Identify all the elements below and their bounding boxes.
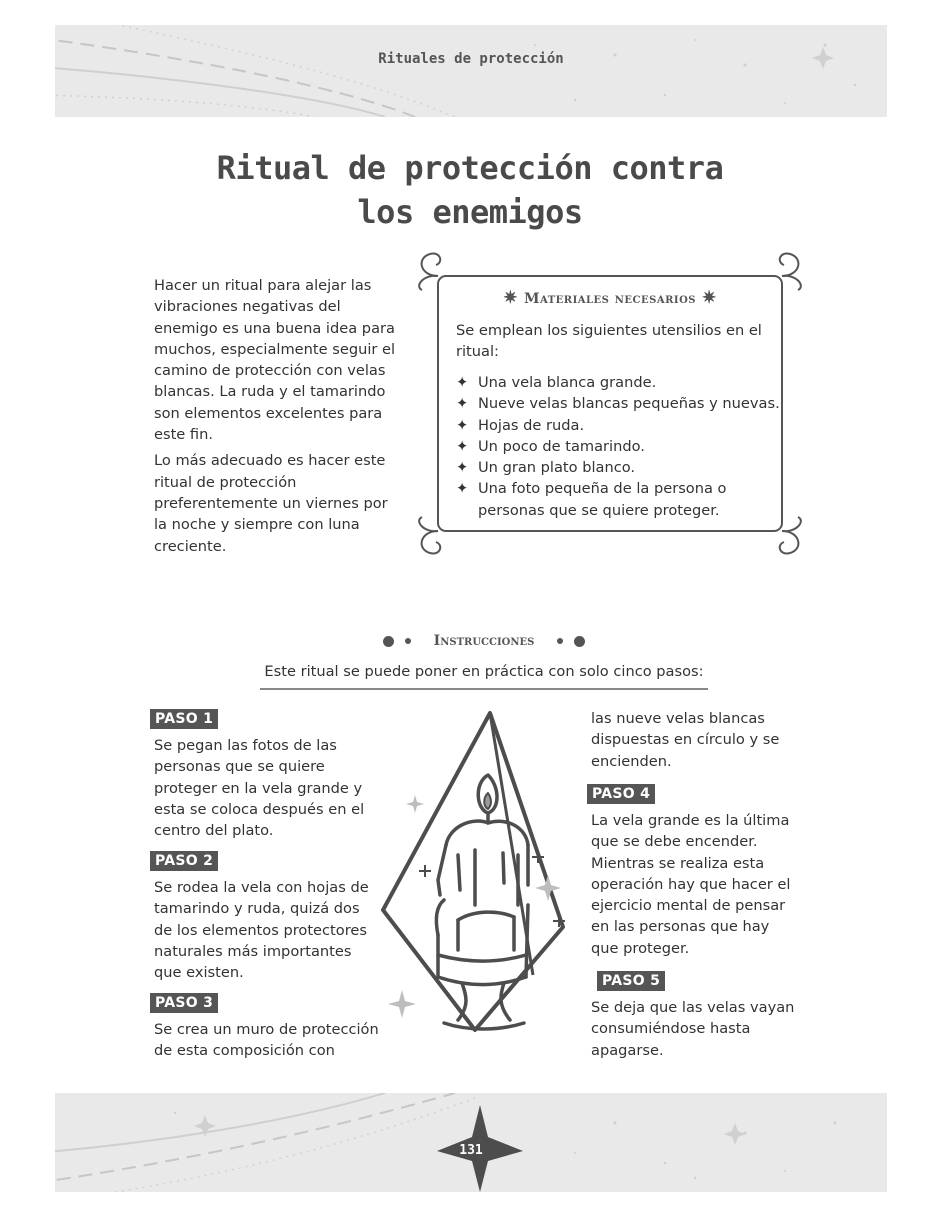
page-header — [55, 25, 887, 117]
step-4-text: La vela grande es la última que se debe encender. Mientras se realiza esta operación hay que hacer el ejercicio mental de pensar en las personas que hay que proteger. — [591, 812, 791, 957]
asterisk-star-icon: ✷ — [702, 288, 717, 308]
step-3-continuation-text: las nueve velas blancas dispuestas en círculo y se encienden. — [591, 710, 780, 770]
dot-ornament-icon — [405, 638, 411, 644]
intro-paragraph-2: Lo más adecuado es hacer este ritual de protección preferentemente un viernes por la noche y siempre con luna creciente. — [154, 452, 388, 555]
step-5-text: Se deja que las velas vayan consumiéndose hasta apagarse. — [591, 999, 795, 1059]
step-2-text: Se rodea la vela con hojas de tamarindo y ruda, quizá dos de los elementos protectores naturales más importantes que existen. — [154, 879, 369, 982]
dot-ornament-icon — [383, 636, 394, 647]
title-line-2: los enemigos — [357, 193, 583, 231]
instructions-intro: Este ritual se puede poner en práctica con solo cinco pasos: — [260, 661, 708, 690]
header-swirl-decoration — [55, 25, 887, 117]
step-1-badge: PASO 1 — [150, 709, 218, 729]
four-point-star-icon: ✦ — [456, 374, 469, 391]
list-item: ✦ Una vela blanca grande. — [456, 372, 786, 393]
step-4-badge: PASO 4 — [587, 784, 655, 804]
four-point-star-icon: ✦ — [456, 437, 469, 455]
step-5-badge: PASO 5 — [597, 971, 665, 991]
four-point-star-icon: ✦ — [456, 416, 469, 434]
list-item: ✦ Un poco de tamarindo. — [456, 436, 786, 457]
dot-ornament-icon — [574, 636, 585, 647]
materials-list — [456, 372, 786, 521]
four-point-star-icon: ✦ — [456, 395, 469, 413]
candle-crystal-illustration — [378, 705, 573, 1040]
instructions-heading — [260, 633, 708, 649]
step-3-text: Se crea un muro de protección de esta composición con — [154, 1021, 379, 1060]
title-line-1: Ritual de protección contra — [216, 149, 724, 187]
running-head: Rituales de protección — [378, 51, 564, 67]
instructions-heading-text: Instrucciones — [433, 633, 535, 649]
asterisk-star-icon: ✷ — [503, 288, 518, 308]
four-point-star-icon: ✦ — [456, 480, 469, 498]
materials-heading-text: Materiales necesarios — [523, 291, 696, 307]
list-item: ✦ Un gran plato blanco. — [456, 457, 786, 478]
materials-box — [410, 246, 810, 562]
page-footer — [55, 1093, 887, 1192]
step-3-badge: PASO 3 — [150, 993, 218, 1013]
step-1-text: Se pegan las fotos de las personas que se quiere proteger en la vela grande y esta se coloca después en el centro del plato. — [154, 737, 365, 840]
page-number: 131 — [459, 1143, 483, 1158]
four-point-star-icon: ✦ — [456, 459, 469, 477]
intro-paragraph-1: Hacer un ritual para alejar las vibraciones negativas del enemigo es una buena idea para muchos, especialmente seguir el camino de protección con velas blancas. La ruda y el tamarindo son elementos excelentes para este fin. — [154, 277, 396, 444]
dot-ornament-icon — [557, 638, 563, 644]
list-item: ✦ Nueve velas blancas pequeñas y nuevas. — [456, 393, 786, 414]
materials-heading — [450, 288, 770, 308]
materials-intro: Se emplean los siguientes utensilios en el ritual: — [456, 322, 762, 361]
intro-text — [154, 275, 404, 562]
page-title — [150, 146, 790, 234]
list-item: ✦ Una foto pequeña de la persona o personas que se quiere proteger. — [456, 480, 727, 519]
list-item: ✦ Hojas de ruda. — [456, 415, 786, 436]
step-2-badge: PASO 2 — [150, 851, 218, 871]
